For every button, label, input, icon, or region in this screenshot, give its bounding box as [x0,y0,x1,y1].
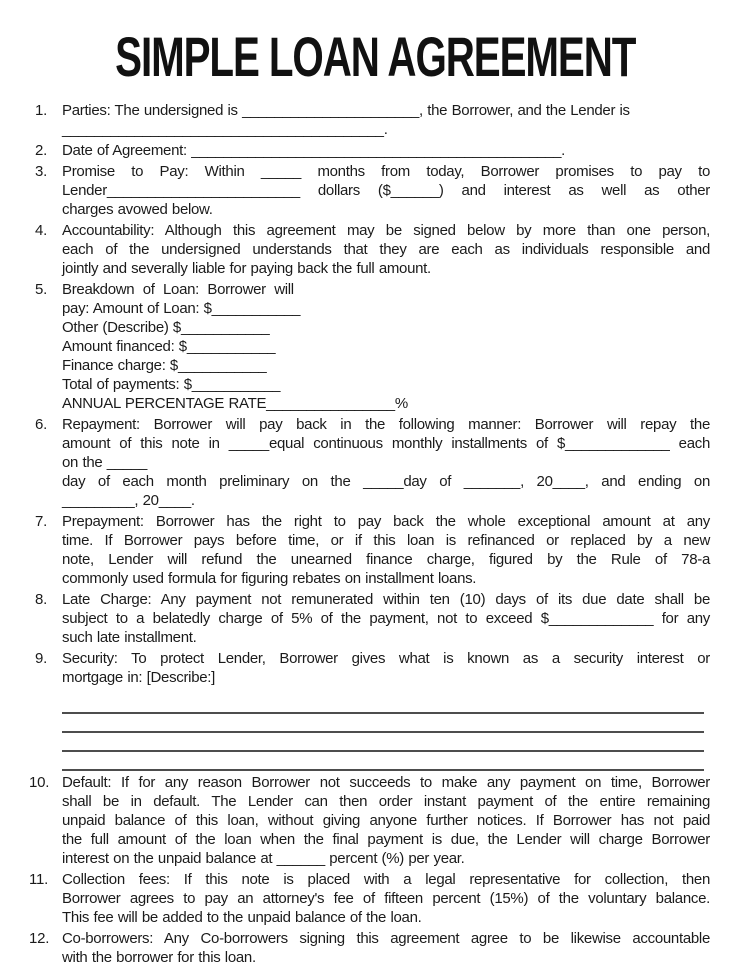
clause-number: 3. [35,163,48,180]
clause-text-line: Accountability: Although this agreement may be signed below by more than one person, [62,222,710,239]
clause-item [35,415,710,510]
clause-item [35,162,710,219]
clause-text-line: Finance charge: $___________ [62,357,267,374]
clause-content [62,415,710,510]
clause-text-line: subject to a belatedly charge of 5% of the payment, not to exceed $_____________ for any [62,610,710,627]
clause-item [35,280,710,413]
clause-content [62,141,710,160]
clause-item [35,590,710,647]
clause-item [35,649,710,771]
document-title: SIMPLE LOAN AGREEMENT [114,25,636,88]
write-in-line [62,696,704,714]
clause-text-line: time. If Borrower pays before time, or if this loan is refinanced or replaced by a new [62,532,710,549]
clause-number: 4. [35,222,48,239]
title-container [0,0,750,88]
clause-text-line: the full amount of the loan when the final payment is due, the Lender will charge Borrower [62,831,710,848]
clause-text-line: Date of Agreement: ______________________________________________. [62,142,566,159]
clause-text-line: amount of this note in _____equal continuous monthly installments of $_____________ each [62,435,710,452]
clause-text-line: mortgage in: [Describe:] [62,669,216,686]
clause-text-line: charges avowed below. [62,201,213,218]
clause-content [62,280,710,413]
clause-content [62,649,710,771]
clause-content [62,929,710,967]
clause-text-line: such late installment. [62,629,197,646]
clause-text-line: Default: If for any reason Borrower not succeeds to make any payment on time, Borrower [62,774,710,791]
clause-text-line: Late Charge: Any payment not remunerated within ten (10) days of its due date shall be [62,591,710,608]
clause-text-line: ANNUAL PERCENTAGE RATE________________% [62,395,408,412]
clause-text-line: pay: Amount of Loan: $___________ [62,300,301,317]
clause-number: 8. [35,591,48,608]
clause-text-line: on the _____ [62,454,147,471]
clause-text-line: This fee will be added to the unpaid balance of the loan. [62,909,422,926]
clause-content [62,590,710,647]
clause-item [29,929,710,967]
clause-item [35,141,710,160]
clause-item [35,221,710,278]
clause-content [62,162,710,219]
clause-content [62,773,710,868]
clause-text-line: Co-borrowers: Any Co-borrowers signing this agreement agree to be likewise accountable [62,930,710,947]
clause-text-line: interest on the unpaid balance at ______ percent (%) per year. [62,850,465,867]
clause-item [35,101,710,139]
clause-number: 2. [35,142,48,159]
clause-text-line: each of the undersigned understands that they are each as individuals responsible and [62,241,710,258]
clause-content [62,221,710,278]
write-in-line [62,714,704,733]
clause-item [29,773,710,868]
clause-text-line: Amount financed: $___________ [62,338,276,355]
clause-content [62,870,710,927]
clause-item [35,512,710,588]
clause-text-line: commonly used formula for figuring rebates on installment loans. [62,570,477,587]
clause-number: 12. [29,930,50,947]
clause-number: 7. [35,513,48,530]
clause-content [62,101,710,139]
clause-text-line: jointly and severally liable for paying back the full amount. [62,260,431,277]
clause-content [62,512,710,588]
clause-item [29,870,710,927]
clause-text-line: Collection fees: If this note is placed with a legal representative for collection, then [62,871,710,888]
clause-number: 5. [35,281,48,298]
clause-text-line: shall be in default. The Lender can then order instant payment of the entire remaining [62,793,710,810]
clause-text-line: Other (Describe) $___________ [62,319,270,336]
clause-text-line: Promise to Pay: Within _____ months from today, Borrower promises to pay to [62,163,710,180]
agreement-clause-list [0,101,750,967]
clause-number: 10. [29,774,50,791]
clause-text-line: _________, 20____. [62,492,195,509]
write-in-line [62,733,704,752]
clause-number: 1. [35,102,48,119]
clause-text-line: day of each month preliminary on the _____day of _______, 20____, and ending on [62,473,710,490]
clause-text-line: Security: To protect Lender, Borrower gives what is known as a security interest or [62,650,710,667]
clause-number: 6. [35,416,48,433]
clause-text-line: note, Lender will refund the unearned finance charge, figured by the Rule of 78-a [62,551,710,568]
clause-text-line: Prepayment: Borrower has the right to pay back the whole exceptional amount at any [62,513,710,530]
clause-number: 11. [29,871,49,888]
clause-text-line: with the borrower for this loan. [62,949,256,966]
clause-text-line: Repayment: Borrower will pay back in the following manner: Borrower will repay the [62,416,710,433]
clause-number: 9. [35,650,48,667]
clause-text-line: Borrower agrees to pay an attorney's fee of fifteen percent (15%) of the voluntary balance. [62,890,710,907]
clause-text-line: Total of payments: $___________ [62,376,281,393]
clause-text-line: unpaid balance of this loan, without giving anyone further notices. If Borrower has not paid [62,812,710,829]
clause-text-line: Lender________________________ dollars ($______) and interest as well as other [62,182,710,199]
clause-text-line: Parties: The undersigned is ______________________, the Borrower, and the Lender is [62,102,630,119]
clause-text-line: ________________________________________. [62,121,388,138]
clause-text-line: Breakdown of Loan: Borrower will [62,281,294,298]
write-in-line [62,752,704,771]
